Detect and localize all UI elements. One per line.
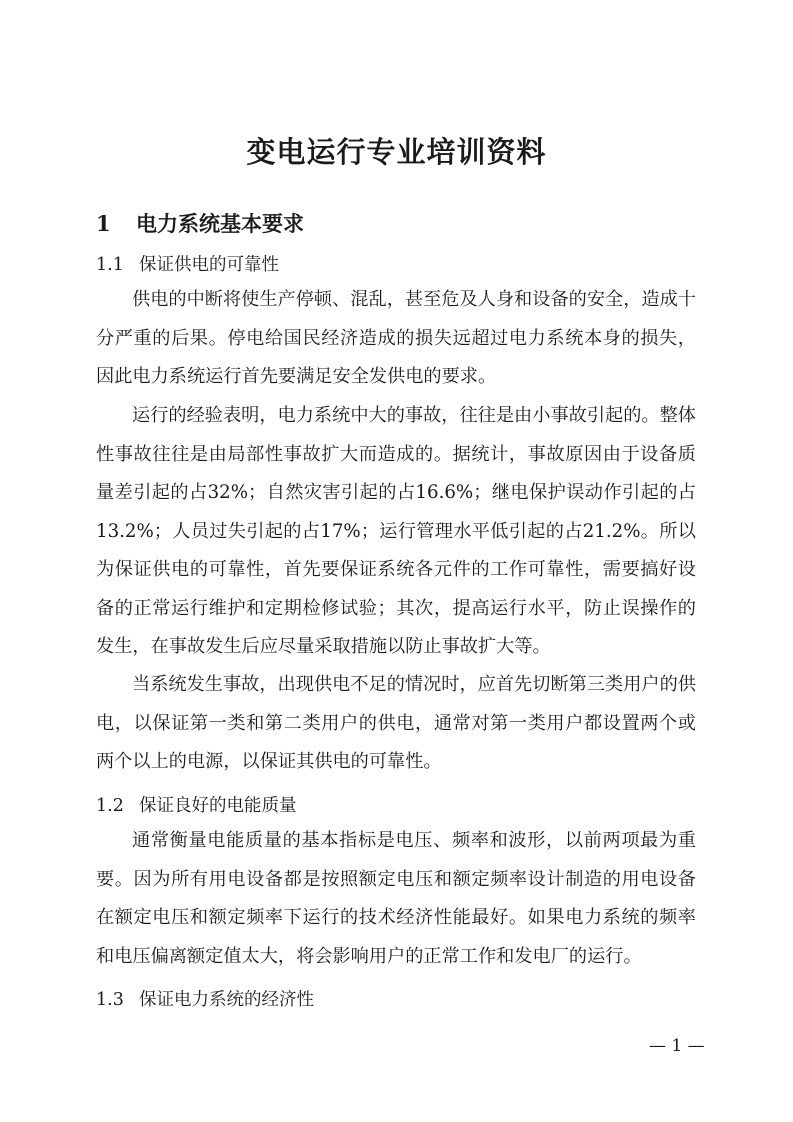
section-1-number: 1 [96,211,111,236]
section-1-1-title: 保证供电的可靠性 [139,255,279,275]
paragraph-1-2-a: 通常衡量电能质量的基本指标是电压、频率和波形，以前两项最为重要。因为所有用电设备都是按照额定电压和额定频率设计制造的用电设备在额定电压和额定频率下运行的技术经济性能最好。如果电力系统的频率和电压偏离额定值太大，将会影响用户的正常工作和发电厂的运行。 [96,830,696,967]
section-1-1-heading [96,251,279,276]
section-1-2-title: 保证良好的电能质量 [139,796,297,816]
section-1-2-number: 1.2 [96,796,124,816]
section-1-heading [96,208,304,238]
paragraph-1-1-c: 当系统发生事故，出现供电不足的情况时，应首先切断第三类用户的供电，以保证第一类和第二类用户的供电，通常对第一类用户都设置两个或两个以上的电源，以保证其供电的可靠性。 [96,674,696,772]
page-number: — 1 — [649,1036,705,1056]
section-1-2-heading [96,792,297,817]
paragraph-1-1-b: 运行的经验表明，电力系统中大的事故，往往是由小事故引起的。整体性事故往往是由局部性事故扩大而造成的。据统计，事故原因由于设备质量差引起的占32%；自然灾害引起的占16.6%；继电保护误动作引起的占13.2%；人员过失引起的占17%；运行管理水平低引起的占21.2%。所以为保证供电的可靠性，首先要保证系统各元件的工作可靠性，需要搞好设备的正常运行维护和定期检修试验；其次，提高运行水平，防止误操作的发生，在事故发生后应尽量采取措施以防止事故扩大等。 [96,405,696,657]
section-1-title: 电力系统基本要求 [136,211,304,236]
section-1-3-heading [96,986,314,1011]
section-1-3-number: 1.3 [96,990,124,1010]
document-title: 变电运行专业培训资料 [246,135,547,169]
section-1-1-number: 1.1 [96,255,124,275]
section-1-3-title: 保证电力系统的经济性 [139,990,314,1010]
paragraph-1-1-a: 供电的中断将使生产停顿、混乱，甚至危及人身和设备的安全，造成十分严重的后果。停电给国民经济造成的损失远超过电力系统本身的损失，因此电力系统运行首先要满足安全发供电的要求。 [96,289,696,387]
